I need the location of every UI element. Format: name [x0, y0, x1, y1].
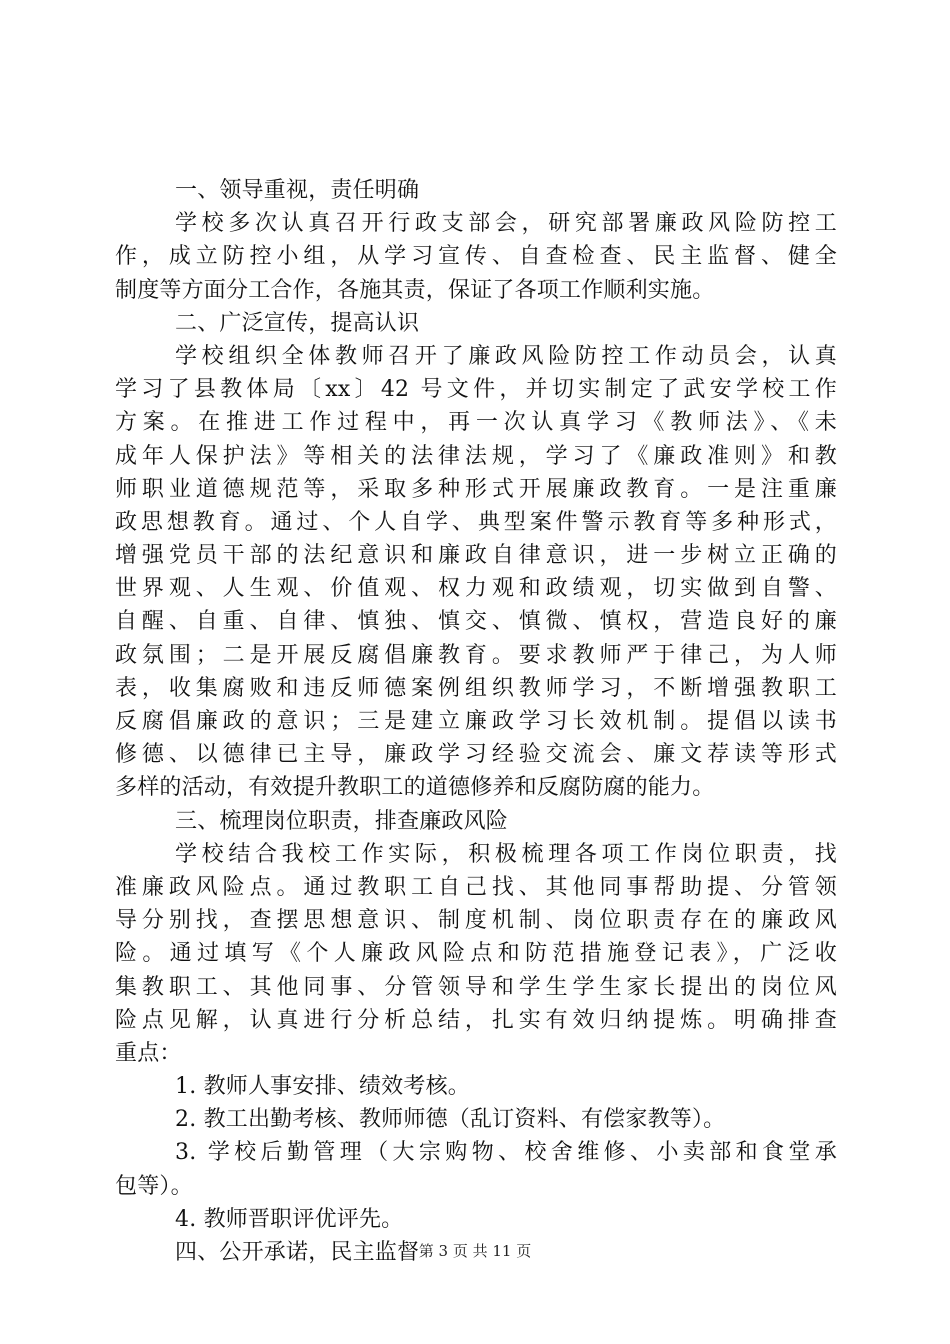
text-line: 4. 教师晋职评优评先。 — [175, 1206, 404, 1232]
text-line: 险点见解，认真进行分析总结，扎实有效归纳提炼。明确排查 — [115, 1007, 837, 1033]
text-line: 修德、以德律已主导，廉政学习经验交流会、廉文荐读等形式 — [115, 742, 837, 768]
document-body — [115, 174, 837, 1269]
text-line: 三、梳理岗位职责，排查廉政风险 — [175, 808, 509, 834]
text-line: 导分别找，查摆思想意识、制度机制、岗位职责存在的廉政风 — [115, 908, 837, 934]
text-line: 准廉政风险点。通过教职工自己找、其他同事帮助提、分管领 — [115, 874, 837, 900]
text-line: 政思想教育。通过、个人自学、典型案件警示教育等多种形式， — [115, 509, 837, 535]
text-line: 险。通过填写《个人廉政风险点和防范措施登记表》，广泛收 — [115, 941, 837, 967]
text-line: 2. 教工出勤考核、教师师德（乱订资料、有偿家教等）。 — [175, 1107, 726, 1133]
text-line: 学校组织全体教师召开了廉政风险防控工作动员会，认真 — [175, 343, 837, 369]
text-line: 师职业道德规范等，采取多种形式开展廉政教育。一是注重廉 — [115, 476, 837, 502]
text-line: 学校多次认真召开行政支部会，研究部署廉政风险防控工 — [175, 211, 837, 237]
text-line: 重点： — [115, 1040, 182, 1066]
text-line: 表，收集腐败和违反师德案例组织教师学习，不断增强教职工 — [115, 675, 837, 701]
text-line: 四、公开承诺，民主监督 — [175, 1240, 420, 1265]
text-line: 多样的活动，有效提升教职工的道德修养和反腐防腐的能力。 — [115, 775, 715, 801]
text-line: 学习了县教体局〔xx〕42 号文件，并切实制定了武安学校工作 — [115, 377, 837, 403]
text-line: 成年人保护法》等相关的法律法规，学习了《廉政准则》和教 — [115, 443, 837, 469]
text-line: 1. 教师人事安排、绩效考核。 — [175, 1074, 470, 1100]
text-line: 增强党员干部的法纪意识和廉政自律意识，进一步树立正确的 — [115, 543, 837, 569]
text-line: 包等）。 — [115, 1173, 193, 1199]
text-line: 集教职工、其他同事、分管领导和学生学生家长提出的岗位风 — [115, 974, 837, 1000]
text-line: 一、领导重视，责任明确 — [175, 178, 420, 203]
text-line: 世界观、人生观、价值观、权力观和政绩观，切实做到自警、 — [115, 576, 837, 602]
text-line: 学校结合我校工作实际，积极梳理各项工作岗位职责，找 — [175, 841, 837, 867]
text-line: 方案。在推进工作过程中，再一次认真学习《教师法》、《未 — [115, 410, 837, 436]
text-line: 3. 学校后勤管理（大宗购物、校舍维修、小卖部和食堂承 — [175, 1140, 837, 1166]
text-line: 反腐倡廉政的意识；三是建立廉政学习长效机制。提倡以读书 — [115, 709, 837, 734]
page-footer: 第 3 页 共 11 页 — [418, 1242, 532, 1260]
text-line: 作，成立防控小组，从学习宣传、自查检查、民主监督、健全 — [115, 244, 837, 270]
text-line: 政氛围；二是开展反腐倡廉教育。要求教师严于律己，为人师 — [115, 642, 837, 668]
text-line: 制度等方面分工合作，各施其责，保证了各项工作顺利实施。 — [115, 277, 715, 303]
text-line: 自醒、自重、自律、慎独、慎交、慎微、慎权，营造良好的廉 — [115, 609, 837, 635]
text-line: 二、广泛宣传，提高认识 — [175, 310, 420, 336]
